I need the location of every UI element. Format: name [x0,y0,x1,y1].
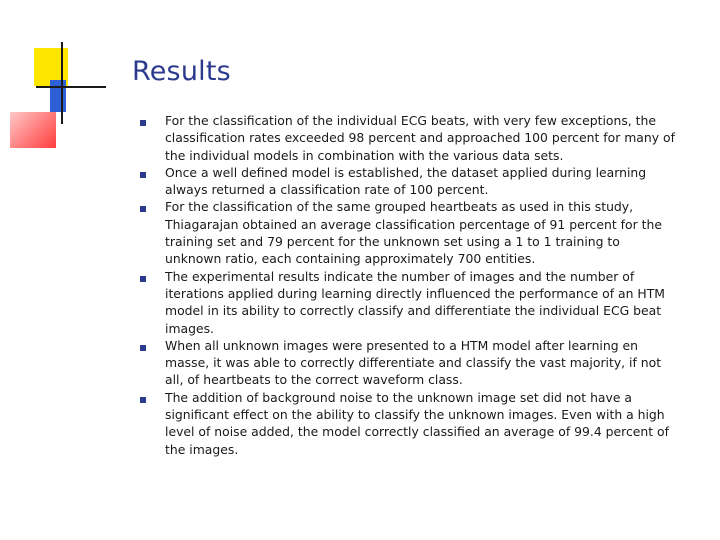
bullet-text: For the classification of the same grouped heartbeats as used in this study, Thiagarajan obtained an average classification percentage of 91 percent for the training set and 79 percent for the unknown set using a 1 to 1 training to unknown ratio, each containing approximately 700 entities. [165,199,662,267]
bullet-square-icon [140,120,146,126]
bullet-item [138,268,678,337]
bullet-item [138,198,678,267]
logo-blue-square [50,80,66,112]
bullet-square-icon [140,397,146,403]
logo-vertical-line [61,42,63,124]
slide-title: Results [132,56,231,87]
bullet-text: For the classification of the individual ECG beats, with very few exceptions, the classification rates exceeded 98 percent and approached 100 percent for many of the individual models in combination with the various data sets. [165,113,675,163]
logo-red-square [10,112,56,148]
decorative-logo [0,0,110,160]
bullet-text: The addition of background noise to the unknown image set did not have a significant effect on the ability to classify the unknown images. Even with a high level of noise added, the model correctly classified an average of 99.4 percent of the images. [165,389,669,457]
bullet-square-icon [140,276,146,282]
bullet-square-icon [140,206,146,212]
bullet-item [138,389,678,458]
bullet-item [138,112,678,164]
bullet-list [138,112,678,458]
bullet-item [138,164,678,199]
bullet-text: Once a well defined model is established, the dataset applied during learning always returned a classification rate of 100 percent. [165,164,647,198]
bullet-text: The experimental results indicate the number of images and the number of iterations applied during learning directly influenced the performance of an HTM model in its ability to correctly classify and differentiate the individual ECG beat images. [165,268,665,336]
logo-horizontal-line [36,86,106,88]
bullet-item [138,337,678,389]
bullet-text: When all unknown images were presented to a HTM model after learning en masse, it was able to correctly differentiate and classify the vast majority, if not all, of heartbeats to the correct waveform class. [165,337,662,388]
bullet-square-icon [140,345,146,351]
bullet-square-icon [140,172,146,178]
